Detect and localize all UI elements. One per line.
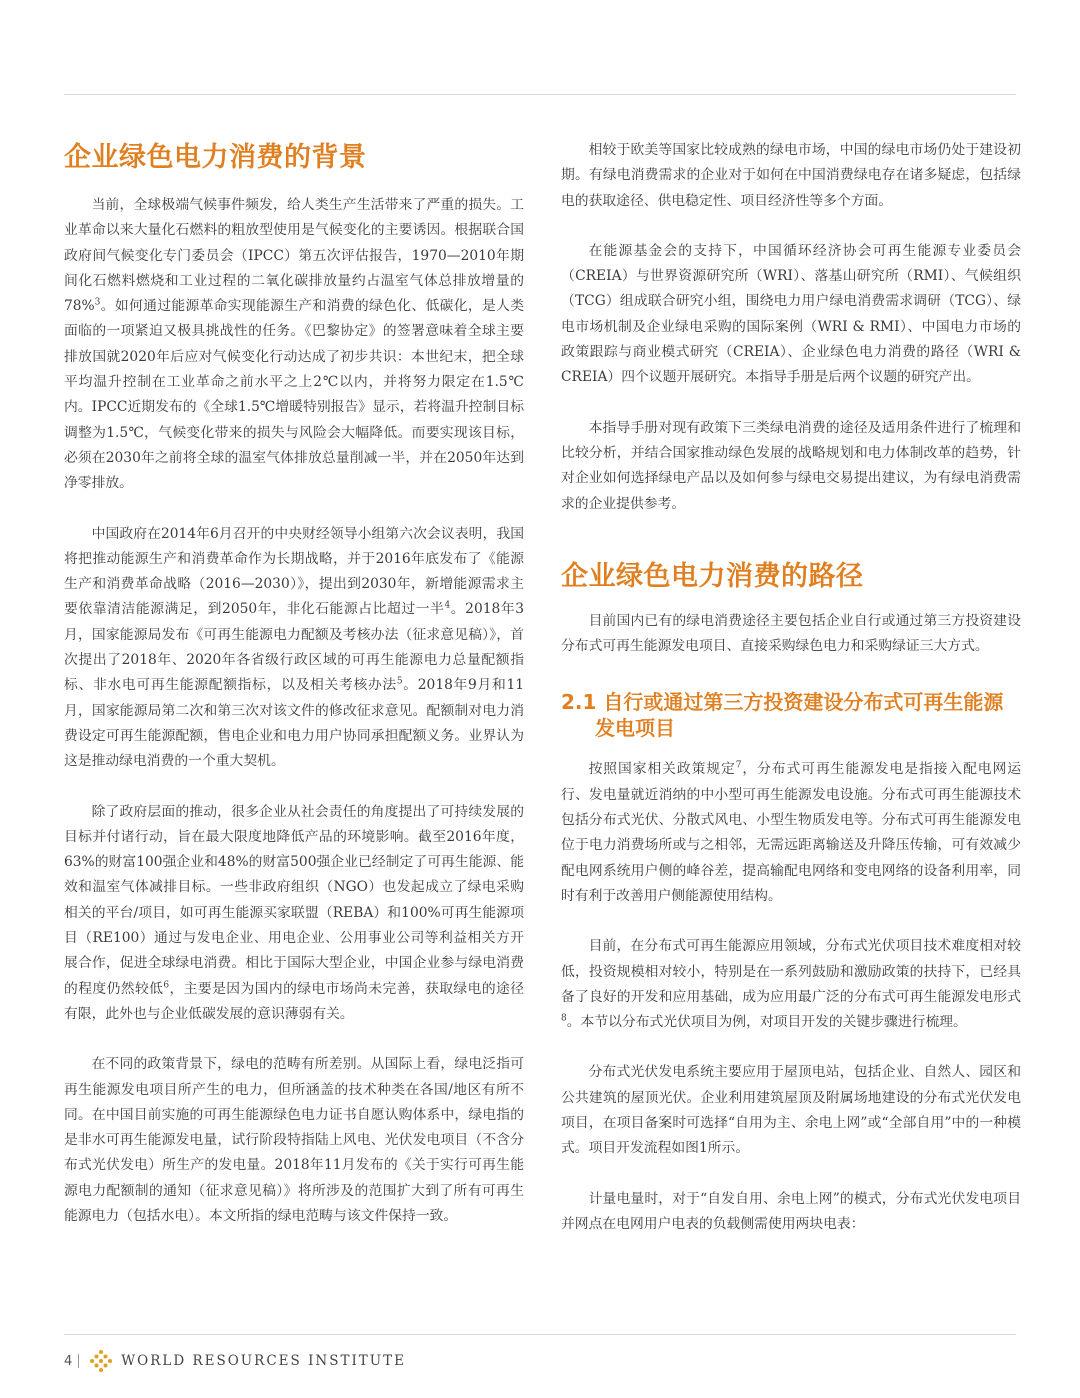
left-column	[64, 138, 524, 1229]
section-heading-pathways: 企业绿色电力消费的路径	[561, 560, 864, 592]
paragraph: 当前，全球极端气候事件频发，给人类生产生活带来了严重的损失。工业革命以来大量化石燃料的粗放型使用是气候变化的主要诱因。根据联合国政府间气候变化专门委员会（IPCC）第五次评估报告，1970—2010年期间化石燃料燃烧和工业过程的二氧化碳排放量约占温室气体总排放增量的78%$^3$。如何通过能源革命实现能源生产和消费的绿色化、低碳化，是人类面临的一项紧迫又极具挑战性的任务。《巴黎协定》的签署意味着全球主要排放国就2020年后应对气候变化行动达成了初步共识：本世纪末，把全球平均温升控制在工业革命之前水平之上2℃以内，并将努力限定在1.5℃内。IPCC近期发布的《全球1.5℃增暖特别报告》显示，若将温升控制目标调整为1.5℃，气候变化带来的损失与风险会大幅降低。而要实现该目标，必须在2030年之前将全球的温室气体排放总量削减一半，并在2050年达到净零排放。	[64, 197, 524, 492]
paragraph: 目前，在分布式可再生能源应用领域，分布式光伏项目技术难度相对较低，投资规模相对较小，特别是在一系列鼓励和激励政策的扶持下，已经具备了良好的开发和应用基础，成为应用最广泛的分布式可再生能源发电形式$^8$。本节以分布式光伏项目为例，对项目开发的关键步骤进行梳理。	[561, 938, 1021, 1031]
paragraph: 本指导手册对现有政策下三类绿电消费的途径及适用条件进行了梳理和比较分析，并结合国家推动绿色发展的战略规划和电力体制改革的趋势，针对企业如何选择绿电产品以及如何参与绿电交易提出建议，为有绿电消费需求的企业提供参考。	[561, 419, 1021, 512]
section-heading-background: 企业绿色电力消费的背景	[64, 142, 367, 173]
paragraph: 计量电量时，对于“自发自用、余电上网”的模式，分布式光伏发电项目并网点在电网用户电表的负载侧需使用两块电表：	[561, 1190, 1021, 1232]
paragraph: 中国政府在2014年6月召开的中央财经领导小组第六次会议表明，我国将把推动能源生产和消费革命作为长期战略，并于2016年底发布了《能源生产和消费革命战略（2016—2030）》，提出到2030年，新增能源需求主要依靠清洁能源满足，到2050年，非化石能源占比超过一半$^4$。2018年3月，国家能源局发布《可再生能源电力配额及考核办法（征求意见稿）》，首次提出了2018年、2020年各省级行政区域的可再生能源电力总量配额指标、非水电可再生能源配额指标，以及相关考核办法$^5$。2018年9月和11月，国家能源局第二次和第三次对该文件的修改征求意见。配额制对电力消费设定可再生能源配额，售电企业和电力用户协同承担配额义务。业界认为这是推动绿电消费的一个重大契机。	[64, 525, 524, 770]
footnote-ref[interactable]: 4	[444, 600, 451, 611]
paragraph: 目前国内已有的绿电消费途径主要包括企业自行或通过第三方投资建设分布式可再生能源发电项目、直接采购绿色电力和采购绿证三大方式。	[561, 612, 1021, 655]
paragraph: 按照国家相关政策规定$^7$，分布式可再生能源发电是指接入配电网运行、发电量就近消纳的中小型可再生能源发电设施。分布式可再生能源技术包括分布式光伏、分散式风电、小型生物质发电等。分布式可再生能源发电位于电力消费场所或与之相邻，无需远距离输送及升降压传输，可有效减少配电网系统用户侧的峰谷差，提高输配电网络和变电网络的设备利用率，同时有利于改善用户侧能源使用结构。	[561, 760, 1022, 904]
paragraph: 在不同的政策背景下，绿电的范畴有所差别。从国际上看，绿电泛指可再生能源发电项目所产生的电力，但所涵盖的技术种类在各国/地区有所不同。在中国目前实施的可再生能源绿色电力证书自愿认购体系中，绿电指的是非水可再生能源发电量，试行阶段特指陆上风电、光伏发电项目（不含分布式光伏发电）所生产的发电量。2018年11月发布的《关于实行可再生能源电力配额制的通知（征求意见稿）》将所涉及的范围扩大到了所有可再生能源电力（包括水电）。本文所指的绿电范畴与该文件保持一致。	[64, 1056, 524, 1224]
paragraph: 分布式光伏发电系统主要应用于屋顶电站，包括企业、自然人、园区和公共建筑的屋顶光伏。企业利用建筑屋顶及附属场地建设的分布式光伏发电项目，在项目备案时可选择“自用为主、余电上网”或“全部自用”中的一种模式。项目开发流程如图1所示。	[561, 1064, 1021, 1157]
paragraph: 在能源基金会的支持下，中国循环经济协会可再生能源专业委员会（CREIA）与世界资源研究所（WRI）、落基山研究所（RMI）、气候组织（TCG）组成联合研究小组，围绕电力用户绿电消费需求调研（TCG）、绿电市场机制及企业绿电采购的国际案例（WRI & RMI）、中国电力市场的政策跟踪与商业模式研究（CREIA）、企业绿色电力消费的路径（WRI & CREIA）四个议题开展研究。本指导手册是后两个议题的研究产出。	[561, 242, 1021, 386]
footnote-ref[interactable]: 5	[396, 676, 403, 687]
footnote-ref[interactable]: 7	[735, 760, 742, 771]
footnote-ref[interactable]: 8	[561, 1013, 567, 1024]
top-rule	[64, 94, 1016, 95]
paragraph: 除了政府层面的推动，很多企业从社会责任的角度提出了可持续发展的目标并付诸行动，旨在最大限度地降低产品的环境影响。截至2016年度，63%的财富100强企业和48%的财富500强企业已经制定了可再生能源、能效和温室气体减排目标。一些非政府组织（NGO）也发起成立了绿电采购相关的平台/项目，如可再生能源买家联盟（REBA）和100%可再生能源项目（RE100）通过与发电企业、用电企业、公用事业公司等利益相关方开展合作，促进全球绿电消费。相比于国际大型企业，中国企业参与绿电消费的程度仍然较低$^6$，主要是因为国内的绿电市场尚未完善，获取绿电的途径有限，此外也与企业低碳发展的意识薄弱有关。	[64, 803, 525, 1022]
footer-divider	[78, 1354, 79, 1368]
paragraph: 相较于欧美等国家比较成熟的绿电市场，中国的绿电市场仍处于建设初期。有绿电消费需求的企业对于如何在中国消费绿电存在诸多疑虑，包括绿电的获取途径、供电稳定性、项目经济性等多个方面。	[561, 142, 1021, 209]
footnote-ref[interactable]: 3	[94, 297, 101, 308]
subsection-heading: 2.1 自行或通过第三方投资建设分布式可再生能源发电项目	[561, 690, 1004, 741]
page-footer	[64, 1348, 406, 1374]
organization-name: WORLD RESOURCES INSTITUTE	[121, 1353, 407, 1369]
page-number: 4	[64, 1353, 73, 1369]
right-column	[561, 138, 1021, 1237]
footnote-ref[interactable]: 6	[163, 980, 170, 991]
bottom-rule	[64, 1334, 1016, 1335]
wri-logo-icon	[89, 1349, 113, 1373]
